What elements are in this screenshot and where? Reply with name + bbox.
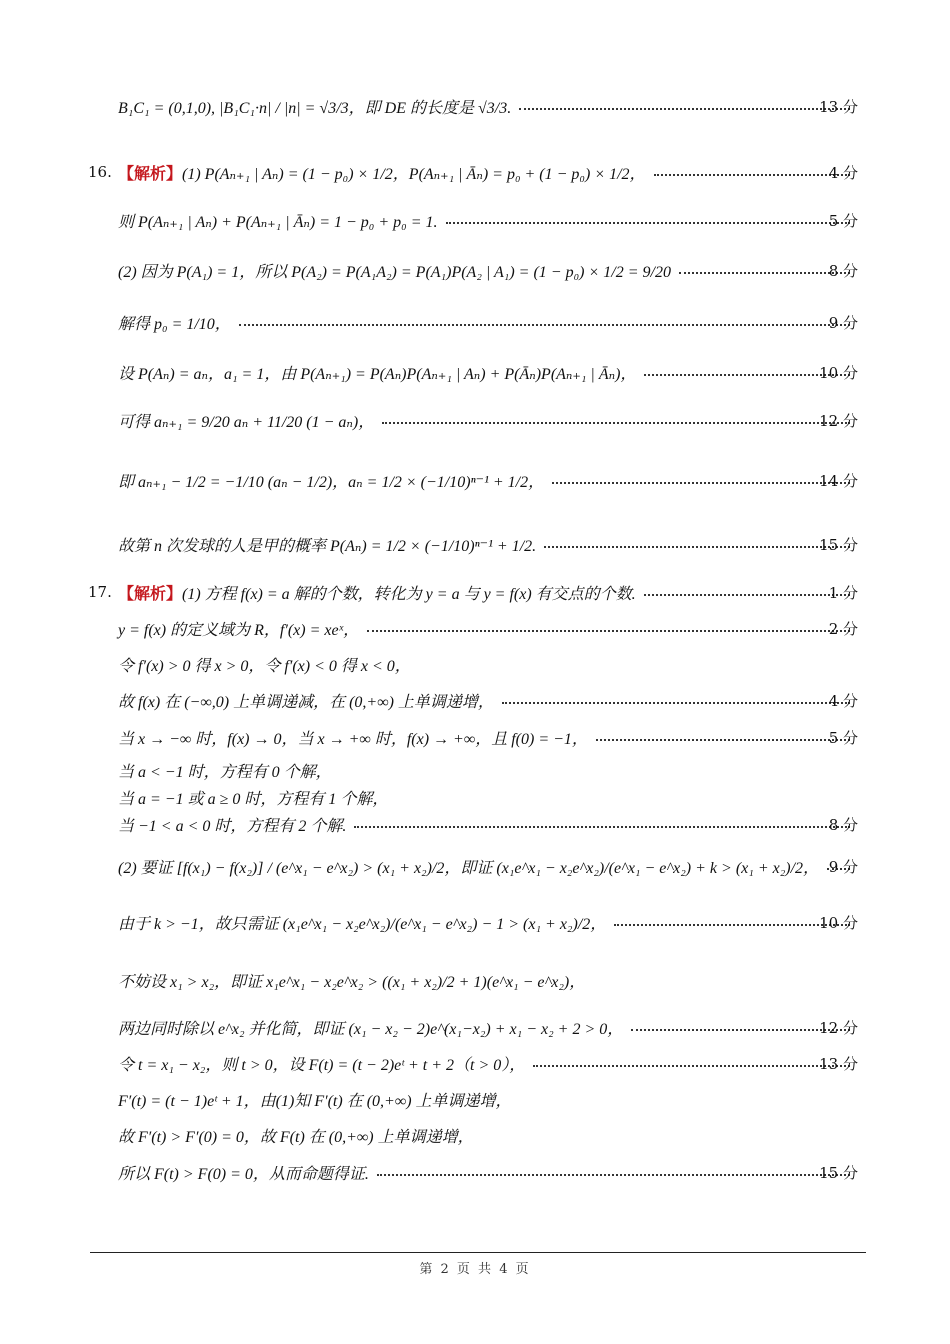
dot-leader	[519, 108, 850, 110]
dot-leader	[446, 222, 850, 224]
problem-number: 16.	[88, 163, 112, 181]
analysis-label: 【解析】	[118, 583, 183, 603]
solution-line	[0, 960, 950, 1000]
solution-line	[0, 1115, 950, 1155]
solution-line	[0, 1152, 950, 1192]
score-label: 15 分	[819, 1163, 858, 1182]
score-label: 4 分	[828, 691, 858, 710]
solution-line	[0, 460, 950, 500]
score-label: 4 分	[828, 163, 858, 182]
solution-line	[0, 400, 950, 440]
solution-line	[0, 902, 950, 942]
line-text: 所以 F(t) > F(0) = 0，从而命题得证.	[118, 1165, 369, 1183]
dot-leader	[367, 630, 850, 632]
score-label: 10 分	[819, 913, 858, 932]
score-label: 13 分	[819, 1054, 858, 1073]
line-text: 由于 k > −1，故只需证 (x₁e^x₁ − x₂e^x₂)/(e^x₁ − e^x₂) − 1 > (x₁ + x₂)/2，	[118, 915, 607, 933]
solution-line	[0, 152, 950, 192]
solution-line	[0, 524, 950, 564]
footer-divider	[90, 1252, 866, 1253]
dot-leader	[382, 422, 850, 424]
line-text: 故 F′(t) > F′(0) = 0，故 F(t) 在 (0,+∞) 上单调递增，	[118, 1128, 474, 1146]
dot-leader	[654, 174, 850, 176]
line-text: 当 −1 < a < 0 时，方程有 2 个解.	[118, 817, 347, 835]
dot-leader	[502, 702, 850, 704]
solution-line	[0, 680, 950, 720]
dot-leader	[239, 324, 850, 326]
line-text: 故 f(x) 在 (−∞,0) 上单调递减，在 (0,+∞) 上单调递增，	[118, 693, 494, 711]
solution-line	[0, 302, 950, 342]
line-text: 则 P(Aₙ₊₁ | Aₙ) + P(Aₙ₊₁ | Āₙ) = 1 − p₀ + p₀ = 1.	[118, 213, 438, 231]
score-label: 13 分	[819, 97, 858, 116]
dot-leader	[679, 272, 850, 274]
score-label: 8 分	[828, 261, 858, 280]
dot-leader	[533, 1065, 850, 1067]
solution-line	[0, 608, 950, 648]
solution-line	[0, 250, 950, 290]
solution-line	[0, 846, 950, 886]
dot-leader	[644, 594, 850, 596]
solution-line	[0, 1079, 950, 1119]
score-label: 15 分	[819, 535, 858, 554]
line-text: 当 a < −1 时，方程有 0 个解，	[118, 763, 332, 781]
solution-line	[0, 1043, 950, 1083]
score-label: 5 分	[828, 211, 858, 230]
page-footer: 第 2 页 共 4 页	[419, 1262, 531, 1277]
line-text: 即 aₙ₊₁ − 1/2 = −1/10 (aₙ − 1/2)，aₙ = 1/2 × (−1/10)ⁿ⁻¹ + 1/2，	[118, 473, 545, 491]
line-text: B₁C₁ = (0,1,0), |B₁C₁·n| / |n| = √3/3，即 DE 的长度是 √3/3.	[118, 99, 512, 117]
line-text: 当 x → −∞ 时，f(x) → 0，当 x → +∞ 时，f(x) → +∞，且 f(0) = −1，	[118, 730, 588, 748]
dot-leader	[552, 482, 850, 484]
score-label: 2 分	[828, 619, 858, 638]
line-text: (1) P(Aₙ₊₁ | Aₙ) = (1 − p₀) × 1/2，P(Aₙ₊₁ | Āₙ) = p₀ + (1 − p₀) × 1/2，	[182, 165, 646, 183]
score-label: 12 分	[819, 1018, 858, 1037]
solution-line	[0, 200, 950, 240]
dot-leader	[354, 826, 850, 828]
line-text: 当 a = −1 或 a ≥ 0 时，方程有 1 个解，	[118, 790, 389, 808]
solution-line	[0, 572, 950, 612]
line-text: (1) 方程 f(x) = a 解的个数，转化为 y = a 与 y = f(x) 有交点的个数.	[182, 585, 636, 603]
line-text: 解得 p₀ = 1/10，	[118, 315, 231, 333]
dot-leader	[614, 924, 850, 926]
line-text: y = f(x) 的定义域为 R，f′(x) = xeˣ，	[118, 621, 360, 639]
score-label: 1 分	[828, 583, 858, 602]
solution-line	[0, 804, 950, 844]
line-text: (2) 因为 P(A₁) = 1，所以 P(A₂) = P(A₁A₂) = P(A₁)P(A₂ | A₁) = (1 − p₀) × 1/2 = 9/20	[118, 263, 671, 281]
solution-line	[0, 352, 950, 392]
line-text: F′(t) = (t − 1)eᵗ + 1，由(1)知 F′(t) 在 (0,+∞) 上单调递增，	[118, 1092, 512, 1110]
solution-line	[0, 1007, 950, 1047]
score-label: 10 分	[819, 363, 858, 382]
solution-line	[0, 644, 950, 684]
line-text: 令 t = x₁ − x₂，则 t > 0，设 F(t) = (t − 2)eᵗ + t + 2（t > 0），	[118, 1056, 526, 1074]
score-label: 8 分	[828, 815, 858, 834]
score-label: 5 分	[828, 728, 858, 747]
line-text: (2) 要证 [f(x₁) − f(x₂)] / (e^x₁ − e^x₂) > (x₁ + x₂)/2，即证 (x₁e^x₁ − x₂e^x₂)/(e^x₁ − e^x₂) + k > (x₁ + x₂)/2，	[118, 859, 820, 877]
score-label: 9 分	[828, 313, 858, 332]
line-text: 两边同时除以 e^x₂ 并化简，即证 (x₁ − x₂ − 2)e^(x₁−x₂) + x₁ − x₂ + 2 > 0，	[118, 1020, 624, 1038]
dot-leader	[596, 739, 850, 741]
line-text: 不妨设 x₁ > x₂，即证 x₁e^x₁ − x₂e^x₂ > ((x₁ + x₂)/2 + 1)(e^x₁ − e^x₂)，	[118, 973, 586, 991]
dot-leader	[631, 1029, 850, 1031]
score-label: 14 分	[819, 471, 858, 490]
problem-number: 17.	[88, 583, 112, 601]
line-text: 故第 n 次发球的人是甲的概率 P(Aₙ) = 1/2 × (−1/10)ⁿ⁻¹ + 1/2.	[118, 537, 537, 555]
solution-line	[0, 86, 950, 126]
analysis-label: 【解析】	[118, 163, 183, 183]
score-label: 9 分	[828, 857, 858, 876]
dot-leader	[544, 546, 850, 548]
score-label: 12 分	[819, 411, 858, 430]
line-text: 可得 aₙ₊₁ = 9/20 aₙ + 11/20 (1 − aₙ)，	[118, 413, 375, 431]
line-text: 令 f′(x) > 0 得 x > 0，令 f′(x) < 0 得 x < 0，	[118, 657, 411, 675]
dot-leader	[377, 1174, 850, 1176]
line-text: 设 P(Aₙ) = aₙ，a₁ = 1，由 P(Aₙ₊₁) = P(Aₙ)P(Aₙ₊₁ | Aₙ) + P(Āₙ)P(Aₙ₊₁ | Āₙ)，	[118, 365, 637, 383]
